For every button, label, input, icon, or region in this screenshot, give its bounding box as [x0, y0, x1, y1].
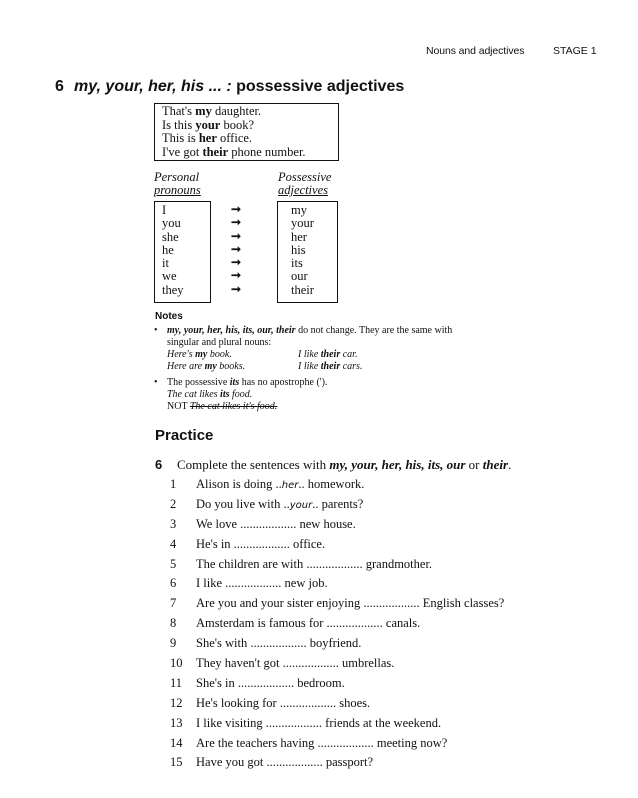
arrow-icon: ➞: [231, 202, 242, 216]
arrow-icon: ➞: [231, 241, 242, 256]
exercise-instruction: Complete the sentences with my, your, her, his, its, our or their.: [177, 457, 512, 472]
possessive: your: [291, 216, 314, 231]
exercise-list: [170, 475, 610, 773]
exercise-item: 11 She's in .................. bedroom.: [170, 675, 345, 690]
running-header-stage: STAGE 1: [553, 45, 597, 57]
handwritten-answer: your: [289, 499, 313, 511]
arrow-icon: ➞: [231, 228, 242, 243]
exercise-number: 6: [155, 457, 163, 472]
pronoun: it: [162, 256, 169, 271]
possessives-header: Possessive adjectives: [278, 170, 332, 197]
section-title-italic: my, your, her, his ... :: [74, 78, 232, 95]
pronoun: she: [162, 229, 179, 244]
exercise-item: 13 I like visiting .................. friends at the weekend.: [170, 715, 442, 730]
exercise-item: 1 Alison is doing ..her.. homework.: [170, 477, 365, 491]
arrow-icon: ➞: [231, 255, 242, 270]
exercise-item: 5 The children are with .................. grandmother.: [170, 556, 433, 571]
example-line: This is her office.: [162, 131, 253, 146]
exercise-item: 14 Are the teachers having .................. meeting now?: [170, 735, 448, 750]
practice-title: Practice: [155, 427, 214, 444]
possessive: our: [291, 269, 308, 284]
example-line: That's my daughter.: [162, 104, 262, 118]
note-2: The possessive its has no apostrophe ('). The cat likes its food. NOT The cat likes it's food.: [167, 377, 328, 412]
example-box: [154, 103, 339, 161]
pronoun: he: [162, 242, 174, 257]
possessive: my: [291, 203, 307, 217]
note-1-example-b: I like their car. I like their cars.: [298, 349, 363, 372]
pronouns-box: [154, 201, 211, 303]
exercise-item: 7 Are you and your sister enjoying .................. English classes?: [170, 596, 505, 611]
pronoun: they: [162, 282, 184, 297]
arrow-column: [231, 203, 241, 296]
notes-title: Notes: [155, 311, 183, 322]
pronoun: we: [162, 269, 177, 284]
arrow-icon: ➞: [231, 281, 242, 296]
exercise-item: 12 He's looking for .................. shoes.: [170, 695, 371, 710]
possessive: her: [291, 229, 307, 244]
note-1-example-a: Here's my book. Here are my books.: [167, 349, 246, 372]
pronoun: I: [162, 203, 167, 217]
exercise-item: 4 He's in .................. office.: [170, 536, 326, 551]
running-header-section: Nouns and adjectives: [426, 45, 525, 57]
exercise-item: 9 She's with .................. boyfriend.: [170, 636, 362, 651]
exercise-item: 8 Amsterdam is famous for .................. canals.: [170, 616, 421, 631]
arrow-icon: ➞: [231, 215, 242, 230]
possessive: their: [291, 282, 314, 297]
arrow-icon: ➞: [231, 268, 242, 283]
section-title: [55, 78, 404, 96]
pronoun: you: [162, 216, 181, 231]
example-line: I've got their phone number.: [162, 144, 306, 159]
possessive: its: [291, 256, 303, 271]
exercise-item: 6 I like .................. new job.: [170, 576, 328, 591]
exercise-item: 3 We love .................. new house.: [170, 516, 356, 531]
bullet-icon: •: [154, 325, 158, 336]
exercise-item: 15 Have you got .................. passport?: [170, 755, 374, 770]
section-title-rest: possessive adjectives: [231, 78, 405, 95]
possessives-box: [277, 201, 338, 303]
note-1: my, your, her, his, its, our, their do not change. They are the same with singular and plural nouns:: [167, 325, 453, 348]
example-line: Is this your book?: [162, 117, 255, 132]
bullet-icon: •: [154, 377, 158, 388]
handwritten-answer: her: [281, 480, 299, 491]
section-number: 6: [55, 78, 64, 95]
possessive: his: [291, 242, 306, 257]
exercise-item: 10 They haven't got .................. umbrellas.: [170, 656, 395, 671]
exercise-item: 2 Do you live with ..your.. parents?: [170, 496, 364, 511]
pronouns-header: Personal pronouns: [154, 170, 201, 197]
